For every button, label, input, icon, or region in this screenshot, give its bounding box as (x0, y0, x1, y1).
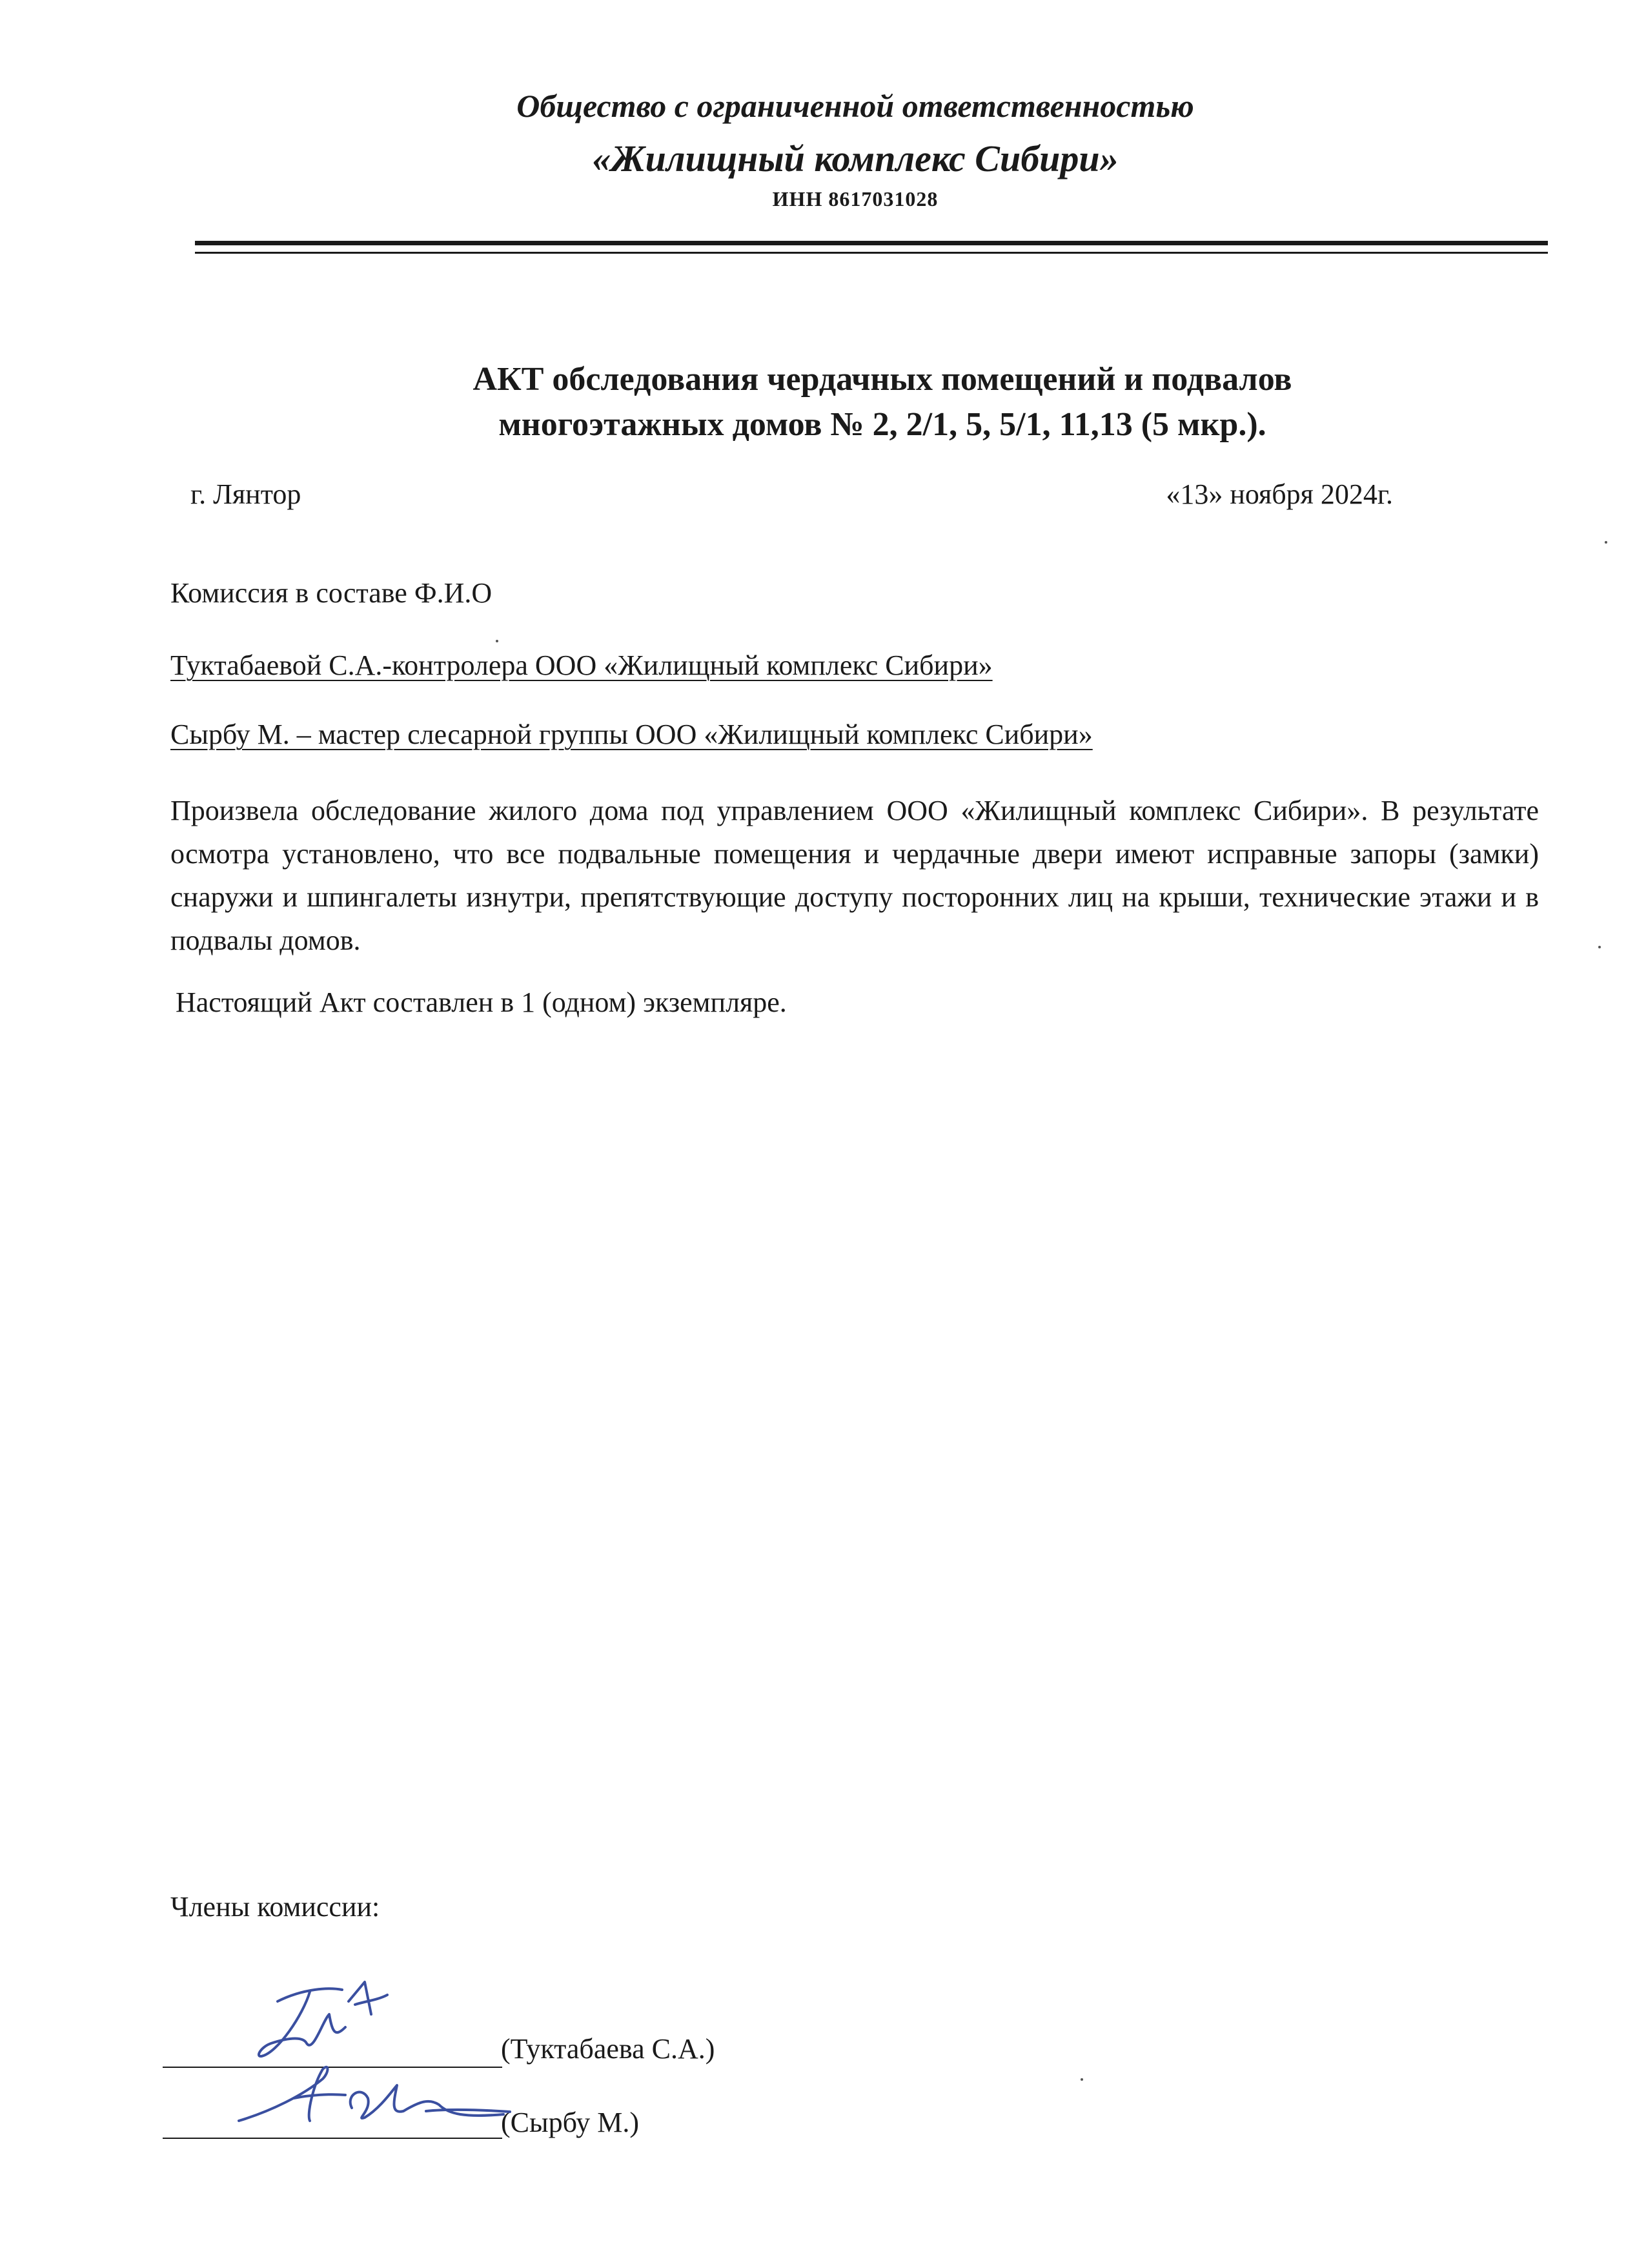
scan-speck (1605, 541, 1607, 544)
scan-speck (1081, 2078, 1083, 2081)
document-city: г. Лянтор (190, 478, 301, 510)
handwritten-signature-2 (232, 2050, 516, 2134)
document-title-line-2: многоэтажных домов № 2, 2/1, 5, 5/1, 11,13 (5 мкр.). (498, 406, 1266, 443)
signer-name-2: (Сырбу М.) (501, 2107, 640, 2138)
scan-speck (1598, 946, 1601, 948)
copies-note: Настоящий Акт составлен в 1 (одном) экземпляре. (176, 986, 787, 1018)
letterhead-company-name: «Жилищный комплекс Сибири» (592, 138, 1119, 179)
letterhead-inn: ИНН 8617031028 (772, 187, 939, 210)
document-title-line-1: АКТ обследования чердачных помещений и подвалов (472, 361, 1292, 398)
document-title (0, 357, 1646, 447)
letterhead-divider-thick (195, 241, 1548, 245)
signature-line-2 (163, 2138, 502, 2139)
signer-name-1: (Туктабаева С.А.) (501, 2033, 715, 2065)
document-date: «13» ноября 2024г. (1166, 478, 1393, 510)
letterhead-divider-thin (195, 252, 1548, 254)
letterhead-company-type: Общество с ограниченной ответственностью (516, 88, 1194, 124)
commission-intro: Комиссия в составе Ф.И.О (170, 577, 493, 609)
inspection-body-text: Произвела обследование жилого дома под управлением ООО «Жилищный комплекс Сибири». В результате осмотра установлено, что все подвальные помещения и чердачные двери имеют исправные запоры (замки) снаружи и шпингалеты изнутри, препятствующие доступу посторонних лиц на крыши, технические этажи и в подвалы домов. (170, 795, 1539, 956)
commission-member-1: Туктабаевой С.А.-контролера ООО «Жилищный комплекс Сибири» (170, 649, 993, 681)
commission-member-2: Сырбу М. – мастер слесарной группы ООО «Жилищный комплекс Сибири» (170, 719, 1093, 750)
signatures-heading: Члены комиссии: (170, 1891, 380, 1923)
scan-speck (496, 640, 498, 642)
